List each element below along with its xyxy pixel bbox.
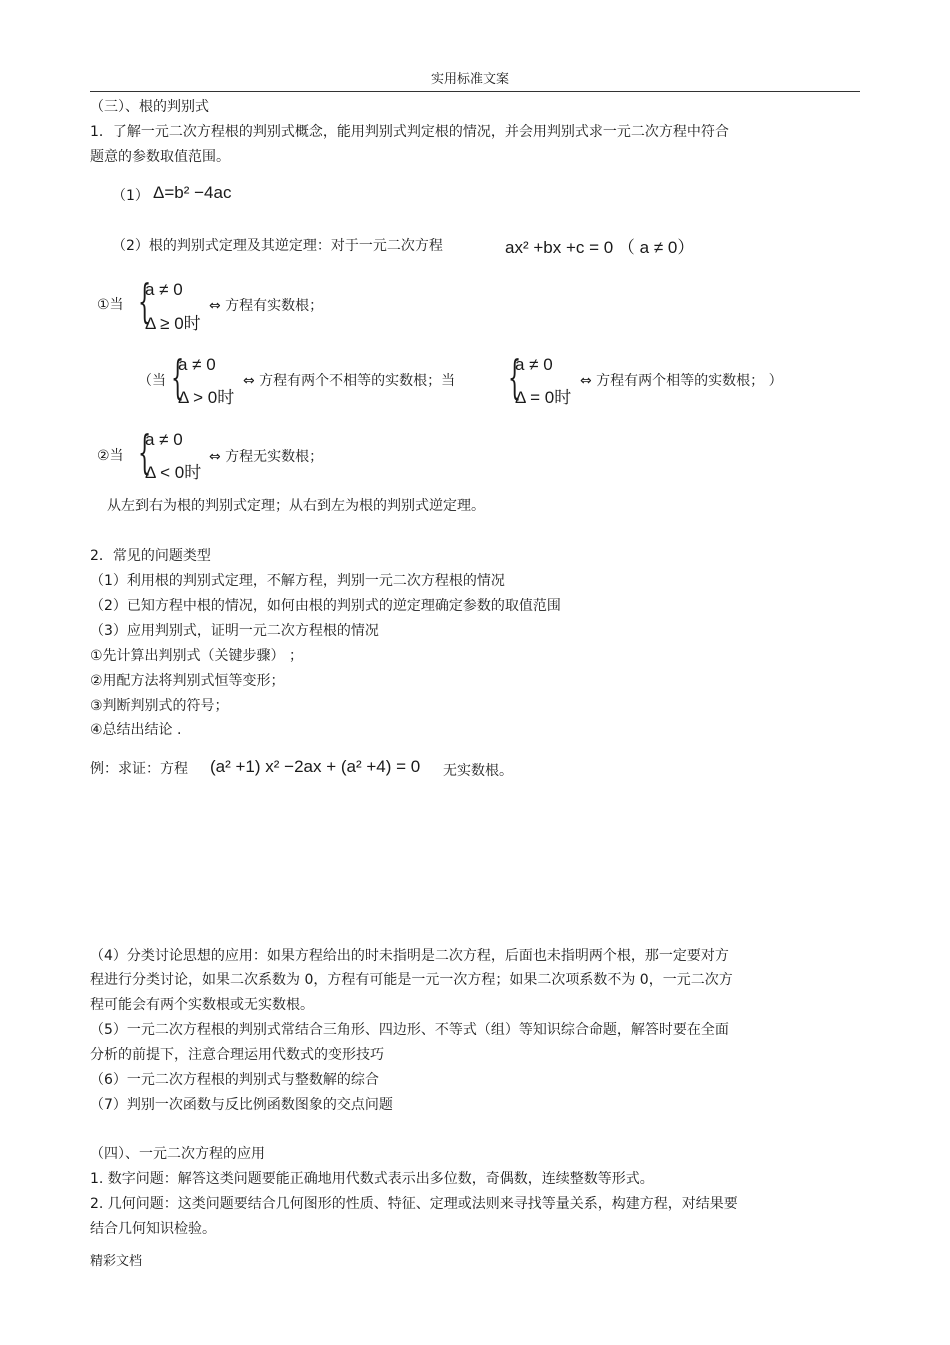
paragraph-line: （5）一元二次方程根的判别式常结合三角形、四边形、不等式（组）等知识综合命题，解答时要在全面 xyxy=(90,1022,729,1038)
paragraph-line: （6）一元二次方程根的判别式与整数解的综合 xyxy=(90,1072,379,1088)
left-brace-icon: { xyxy=(138,425,152,479)
step-item: ④总结出结论 . xyxy=(90,722,182,738)
condition-line: a ≠ 0 xyxy=(145,280,183,299)
condition-line: Δ < 0时 xyxy=(145,463,202,482)
case-result: ⇔ 方程有实数根； xyxy=(209,298,324,314)
condition-line: a ≠ 0 xyxy=(515,355,553,374)
page-footer: 精彩文档 xyxy=(90,1254,143,1269)
list-item: （2）已知方程中根的情况，如何由根的判别式的逆定理确定参数的取值范围 xyxy=(90,598,561,614)
example-label: 例：求证：方程 xyxy=(90,761,188,777)
example-equation: (a² +1) x² −2ax + (a² +4) = 0 xyxy=(210,757,421,776)
case-label: ①当 xyxy=(97,297,124,313)
step-item: ③判断判别式的符号； xyxy=(90,698,229,714)
paragraph-line: 分析的前提下，注意合理运用代数式的变形技巧 xyxy=(90,1047,384,1063)
section-heading: （三）、根的判别式 xyxy=(90,99,209,115)
case-label: （当 xyxy=(138,373,166,389)
condition-line: Δ > 0时 xyxy=(178,388,235,407)
left-brace-icon: { xyxy=(171,350,185,404)
paragraph-line: 2. 几何问题：这类问题要结合几何图形的性质、特征、定理或法则来寻找等量关系，构建方程，对结果要 xyxy=(90,1196,738,1212)
step-item: ②用配方法将判别式恒等变形； xyxy=(90,673,285,689)
condition-line: Δ ≥ 0时 xyxy=(145,314,201,333)
case-result: ⇔ 方程有两个相等的实数根； ） xyxy=(580,373,783,389)
left-brace-icon: { xyxy=(138,274,152,328)
paragraph-line: 题意的参数取值范围。 xyxy=(90,149,230,165)
step-item: ①先计算出判别式（关键步骤） ； xyxy=(90,648,304,664)
paragraph-line: 程进行分类讨论，如果二次系数为 0，方程有可能是一元一次方程；如果二次项系数不为 0，一元二次方 xyxy=(90,972,733,988)
header-divider xyxy=(90,91,860,92)
condition-line: a ≠ 0 xyxy=(178,355,216,374)
example-tail: 无实数根。 xyxy=(443,763,513,779)
quadratic-equation: ax² +bx +c = 0 （ a ≠ 0） xyxy=(505,238,695,257)
theorem-text: （2）根的判别式定理及其逆定理：对于一元二次方程 xyxy=(112,238,443,254)
left-brace-icon: { xyxy=(508,350,522,404)
paragraph-line: 1．了解一元二次方程根的判别式概念，能用判别式判定根的情况，并会用判别式求一元二次方程中符合 xyxy=(90,124,729,140)
list-item: （1）利用根的判别式定理，不解方程，判别一元二次方程根的情况 xyxy=(90,573,505,589)
case-result: ⇔ 方程有两个不相等的实数根；当 xyxy=(243,373,456,389)
paragraph-line: 1. 数字问题：解答这类问题要能正确地用代数式表示出多位数，奇偶数，连续整数等形式。 xyxy=(90,1171,654,1187)
theorem-note: 从左到右为根的判别式定理；从右到左为根的判别式逆定理。 xyxy=(107,498,485,514)
paragraph-line: 结合几何知识检验。 xyxy=(90,1221,216,1237)
paragraph-line: 程可能会有两个实数根或无实数根。 xyxy=(90,997,314,1013)
section-heading: （四）、一元二次方程的应用 xyxy=(90,1146,265,1162)
condition-line: a ≠ 0 xyxy=(145,430,183,449)
list-item: （3）应用判别式，证明一元二次方程根的情况 xyxy=(90,623,379,639)
paragraph-line: （4）分类讨论思想的应用：如果方程给出的时未指明是二次方程，后面也未指明两个根，那一定要对方 xyxy=(90,948,729,964)
paragraph-line: （7）判别一次函数与反比例函数图象的交点问题 xyxy=(90,1097,393,1113)
case-label: ②当 xyxy=(97,448,124,464)
page-header: 实用标准文案 xyxy=(431,72,510,87)
condition-line: Δ = 0时 xyxy=(515,388,572,407)
item-label: （1） xyxy=(112,188,149,204)
case-result: ⇔ 方程无实数根； xyxy=(209,449,324,465)
subsection-title: 2．常见的问题类型 xyxy=(90,548,211,564)
discriminant-formula: Δ=b² −4ac xyxy=(153,183,232,202)
